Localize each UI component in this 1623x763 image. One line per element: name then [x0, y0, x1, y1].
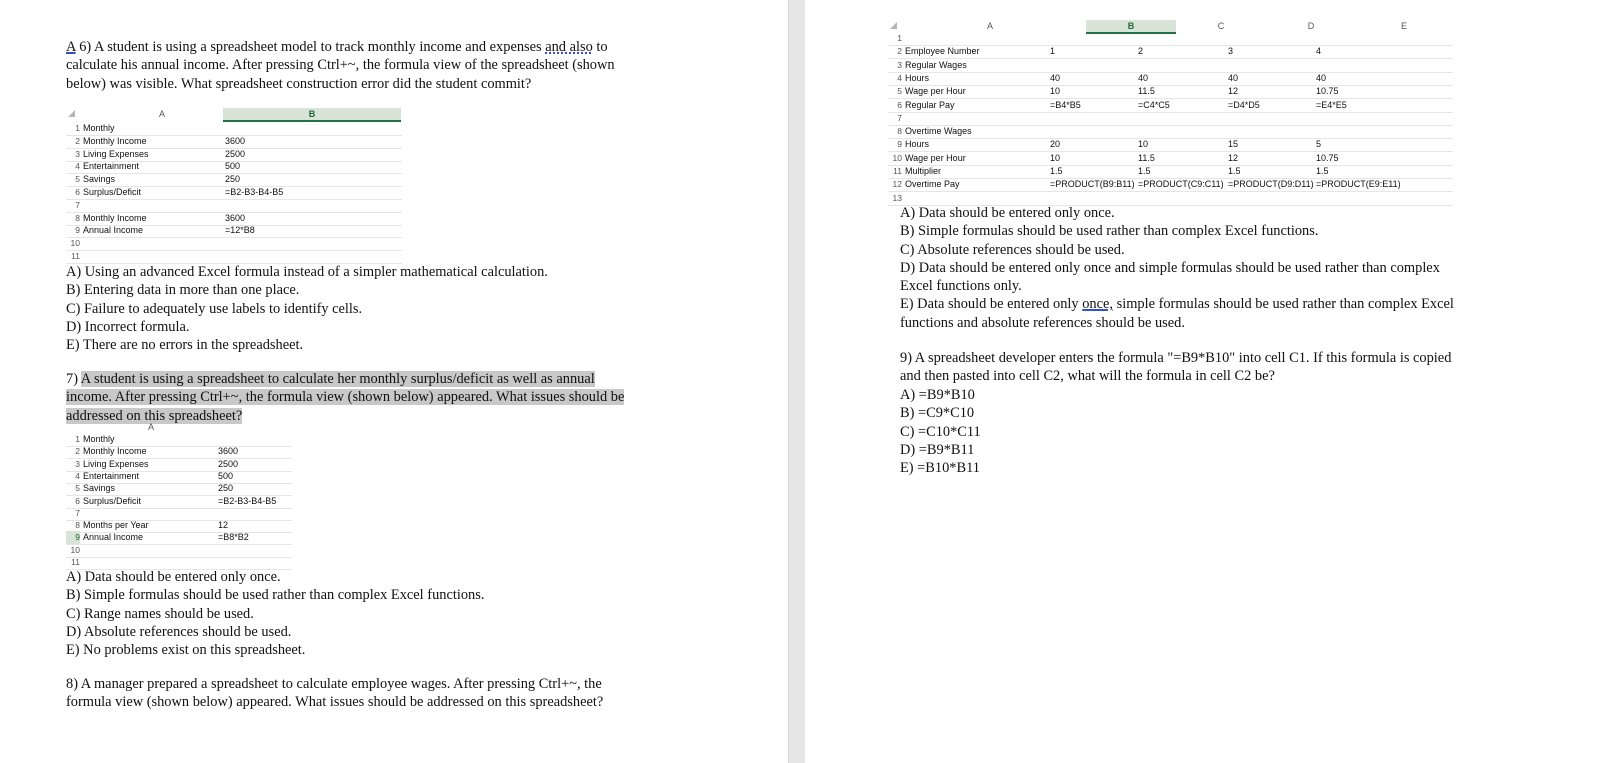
cell-c: =C4*C5 — [1138, 99, 1170, 110]
cell-a: Overtime Wages — [905, 126, 972, 137]
cell-d: 15 — [1228, 139, 1239, 150]
spreadsheet-q7 — [66, 421, 292, 566]
cell-b: =B4*B5 — [1050, 99, 1081, 110]
row-number: 2 — [897, 46, 902, 57]
cell-b: 40 — [1050, 72, 1061, 83]
cell-c: 11.5 — [1138, 152, 1155, 163]
question-8-text: 8) A manager prepared a spreadsheet to calculate employee wages. After pressing Ctrl+~, the formula view (shown below) appeared. What issues should be addressed on this spreadsheet? — [66, 676, 604, 711]
option-d: D) Incorrect formula. — [66, 318, 190, 335]
column-header-a: A — [986, 21, 993, 31]
sheet-row — [888, 152, 1453, 166]
row-number: 7 — [75, 199, 80, 210]
option-a: A) Using an advanced Excel formula instead of a simpler mathematical calculation. — [66, 264, 548, 280]
cell-b: 250 — [218, 483, 234, 494]
cell-a: Wage per Hour — [905, 86, 966, 97]
cell-e: =PRODUCT(E9:E11) — [1316, 179, 1401, 190]
row-number: 9 — [75, 225, 80, 236]
cell-a: Surplus/Deficit — [83, 187, 142, 197]
row-number: 7 — [75, 507, 80, 518]
question-6-text: A 6) A student is using a spreadsheet model to track monthly income and expenses and also to calculate his annual income. After pressing Ctrl+~, the formula view of the spreadsheet (shown below) was visible. What spreadsheet construction error did the student commit? — [66, 39, 615, 92]
cell-e: 5 — [1316, 139, 1322, 150]
row-number: 12 — [892, 179, 902, 190]
cell-e: =E4*E5 — [1316, 99, 1347, 110]
option-e: E) There are no errors in the spreadsheet. — [66, 337, 304, 354]
cell-b: 250 — [225, 174, 241, 185]
cell-a: Monthly Income — [83, 135, 147, 146]
cell-d: 12 — [1228, 86, 1239, 97]
cell-d: 1.5 — [1228, 166, 1241, 176]
row-number: 4 — [75, 161, 80, 172]
option-a: A) Data should be entered only once. — [66, 569, 281, 585]
row-number: 13 — [892, 192, 902, 203]
cell-a: Months per Year — [83, 520, 149, 531]
question-9-options — [900, 386, 981, 477]
option-b: B) Simple formulas should be used rather than complex Excel functions. — [900, 223, 1319, 240]
row-number: 3 — [75, 458, 80, 469]
row-number: 4 — [75, 470, 80, 481]
option-d: D) =B9*B11 — [900, 441, 975, 458]
cell-b: =B2-B3-B4-B5 — [225, 187, 284, 197]
sheet-row — [888, 112, 1453, 126]
cell-c: 11.5 — [1138, 86, 1155, 97]
row-number: 9 — [897, 139, 902, 150]
cell-a: Regular Pay — [905, 99, 955, 110]
question-6-options — [66, 263, 548, 354]
row-number: 2 — [75, 446, 80, 457]
cell-e: 1.5 — [1316, 166, 1329, 176]
sheet-row — [888, 138, 1453, 152]
row-number: 10 — [892, 152, 902, 163]
row-number: 11 — [71, 557, 80, 567]
option-c: C) =C10*C11 — [900, 423, 981, 440]
cell-b: 500 — [225, 161, 241, 172]
row-number: 6 — [75, 495, 80, 506]
sheet-row — [888, 72, 1453, 86]
cell-a: Monthly — [83, 434, 115, 444]
cell-d: 12 — [1228, 152, 1239, 163]
cell-a: Annual Income — [83, 532, 144, 543]
cell-a: Savings — [83, 174, 116, 185]
cell-a: Entertainment — [83, 161, 140, 172]
row-number: 4 — [897, 72, 902, 83]
cell-b: 3600 — [225, 212, 246, 223]
question-8-options — [900, 204, 1454, 332]
row-number: 10 — [70, 544, 80, 555]
cell-e: 10.75 — [1316, 152, 1339, 163]
cell-b: 500 — [218, 470, 234, 481]
row-number: 7 — [897, 112, 902, 123]
row-number: 3 — [75, 148, 80, 159]
select-all-corner — [890, 22, 897, 29]
sheet-row — [888, 45, 1453, 59]
option-b: B) =C9*C10 — [900, 405, 975, 422]
spreadsheet-q8 — [888, 20, 1453, 208]
row-number: 8 — [897, 126, 902, 137]
spreadsheet-q6 — [66, 108, 402, 260]
cell-c: 10 — [1138, 139, 1149, 150]
cell-b: 1 — [1050, 46, 1056, 57]
cell-a: Hours — [905, 139, 930, 150]
sheet-row — [888, 165, 1453, 179]
column-header-a: A — [147, 422, 154, 432]
cell-a: Savings — [83, 483, 116, 494]
sheet-row — [888, 59, 1453, 73]
row-number: 6 — [75, 187, 80, 197]
row-number: 8 — [75, 212, 80, 223]
cell-a: Multiplier — [905, 166, 942, 176]
row-number: 2 — [75, 135, 80, 146]
cell-a: Hours — [905, 72, 930, 83]
row-number: 5 — [897, 86, 902, 97]
option-a: A) Data should be entered only once. — [900, 205, 1115, 221]
cell-d: =PRODUCT(D9:D11) — [1228, 179, 1314, 190]
option-b: B) Entering data in more than one place. — [66, 282, 300, 299]
cell-a: Living Expenses — [83, 458, 149, 469]
cell-c: 40 — [1138, 72, 1149, 83]
row-number: 1 — [75, 123, 80, 133]
row-number: 1 — [897, 33, 902, 43]
row-number: 1 — [75, 434, 80, 444]
column-header-a: A — [158, 109, 165, 119]
question-7-text: 7) A student is using a spreadsheet to calculate her monthly surplus/deficit as well as annual income. After pressing Ctrl+~, the formula view (shown below) appeared. What issues should be addressed on this spreadsheet? — [66, 371, 625, 424]
cell-b: 10 — [1050, 152, 1061, 163]
column-header-e: E — [1400, 21, 1407, 31]
cell-a: Living Expenses — [83, 148, 149, 159]
sheet-row — [66, 250, 402, 264]
cell-b: 3600 — [218, 446, 239, 457]
option-c: C) Failure to adequately use labels to identify cells. — [66, 300, 363, 317]
cell-d: =D4*D5 — [1228, 99, 1260, 110]
sheet-row — [888, 178, 1453, 192]
cell-b: 2500 — [225, 148, 246, 159]
option-d-cont: Excel functions only. — [900, 278, 1022, 295]
cell-e: 4 — [1316, 46, 1322, 57]
cell-c: 1.5 — [1138, 166, 1151, 176]
column-header-d: D — [1307, 21, 1315, 31]
select-all-corner — [68, 110, 75, 117]
cell-b: 12 — [218, 520, 229, 531]
dotted-underline-phrase: and also — [545, 39, 593, 55]
answer-marker: A — [66, 39, 76, 55]
column-header-b: B — [223, 108, 401, 122]
cell-a: Monthly — [83, 123, 115, 133]
cell-e: 10.75 — [1316, 86, 1339, 97]
sheet-row — [888, 85, 1453, 99]
column-header-c: C — [1217, 21, 1225, 31]
row-number: 5 — [75, 174, 80, 185]
option-e-cont: functions and absolute references should be used. — [900, 314, 1185, 331]
cell-b: 20 — [1050, 139, 1061, 150]
cell-b: 1.5 — [1050, 166, 1063, 176]
option-b: B) Simple formulas should be used rather than complex Excel functions. — [66, 587, 485, 604]
row-number: 9 — [66, 531, 80, 544]
column-header-b: B — [1086, 20, 1176, 34]
option-a: A) =B9*B10 — [900, 387, 975, 403]
option-d: D) Absolute references should be used. — [66, 623, 292, 640]
row-number: 5 — [75, 483, 80, 494]
cell-b: 2500 — [218, 458, 239, 469]
cell-a: Regular Wages — [905, 59, 967, 70]
sheet-row — [888, 125, 1453, 139]
row-number: 11 — [71, 251, 80, 261]
option-d: D) Data should be entered only once and simple formulas should be used rather than complex — [900, 259, 1440, 276]
sheet-row — [888, 32, 1453, 46]
cell-d: 3 — [1228, 46, 1234, 57]
question-7-options — [66, 568, 484, 659]
cell-a: Monthly Income — [83, 446, 147, 457]
row-number: 10 — [70, 238, 80, 249]
option-e: E) Data should be entered only once, simple formulas should be used rather than complex Excel — [900, 296, 1454, 313]
cell-c: =PRODUCT(C9:C11) — [1138, 179, 1224, 190]
cell-d: 40 — [1228, 72, 1239, 83]
cell-a: Entertainment — [83, 470, 140, 481]
cell-b: =PRODUCT(B9:B11) — [1050, 179, 1135, 190]
option-c: C) Range names should be used. — [66, 605, 254, 622]
option-e: E) =B10*B11 — [900, 460, 980, 477]
sheet-row — [888, 99, 1453, 113]
cell-c: 2 — [1138, 46, 1144, 57]
option-e: E) No problems exist on this spreadsheet. — [66, 642, 306, 659]
row-number: 11 — [893, 166, 902, 176]
row-number: 8 — [75, 520, 80, 531]
cell-b: =12*B8 — [225, 225, 255, 236]
row-number: 3 — [897, 59, 902, 70]
cell-a: Annual Income — [83, 225, 144, 236]
row-number: 6 — [897, 99, 902, 110]
cell-a: Wage per Hour — [905, 152, 966, 163]
cell-a: Employee Number — [905, 46, 980, 57]
cell-a: Monthly Income — [83, 212, 147, 223]
cell-a: Overtime Pay — [905, 179, 960, 190]
option-c: C) Absolute references should be used. — [900, 241, 1125, 258]
cell-b: 10 — [1050, 86, 1061, 97]
cell-b: =B2-B3-B4-B5 — [218, 495, 277, 506]
question-9-text: 9) A spreadsheet developer enters the formula "=B9*B10" into cell C1. If this formula is copied and then pasted into cell C2, what will the formula in cell C2 be? — [900, 350, 1452, 385]
cell-b: 3600 — [225, 135, 246, 146]
cell-b: =B8*B2 — [218, 532, 249, 543]
cell-a: Surplus/Deficit — [83, 495, 142, 506]
cell-e: 40 — [1316, 72, 1327, 83]
